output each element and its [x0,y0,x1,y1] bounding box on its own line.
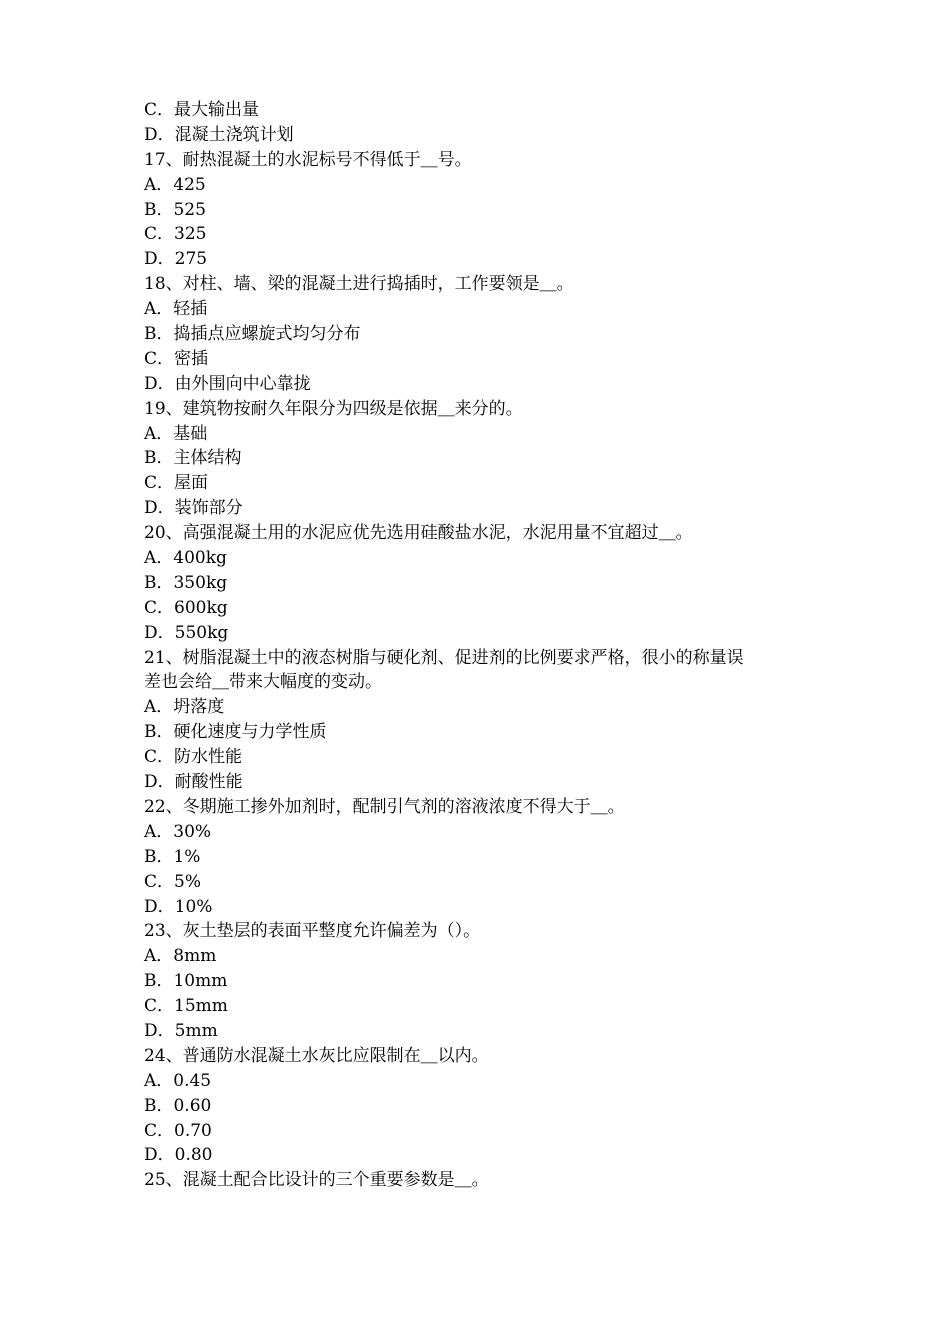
text-line: B．1% [144,846,201,867]
text-line: A．400kg [144,548,227,569]
text-line: 17、耐热混凝土的水泥标号不得低于＿号。 [144,149,472,170]
text-line: B．10mm [144,971,228,992]
text-line: A．30% [144,821,212,842]
text-line: C．密插 [144,348,209,369]
document-page [144,98,824,1193]
text-line: C．325 [144,224,207,245]
text-line: 差也会给＿带来大幅度的变动。 [144,672,382,693]
text-line: B．硬化速度与力学性质 [144,722,327,743]
text-line: A．0.45 [144,1070,212,1091]
text-line: 22、冬期施工掺外加剂时，配制引气剂的溶液浓度不得大于＿。 [144,796,625,817]
text-line: C．最大输出量 [144,100,260,120]
text-line: 18、对柱、墙、梁的混凝土进行捣插时，工作要领是＿。 [144,274,574,295]
text-line: B．525 [144,199,206,220]
text-line: 23、灰土垫层的表面平整度允许偏差为（）。 [144,921,481,942]
text-line: B．0.60 [144,1095,212,1116]
text-line: A．425 [144,174,206,195]
text-line: D．0.80 [144,1145,213,1166]
text-line: 19、建筑物按耐久年限分为四级是依据＿来分的。 [144,398,523,419]
text-line: A．轻插 [144,299,208,320]
text-line: D．混凝土浇筑计划 [144,124,294,145]
text-line: D．10% [144,896,213,917]
text-line: A．8mm [144,946,217,967]
text-line: B．350kg [144,572,228,593]
text-line: 21、树脂混凝土中的液态树脂与硬化剂、促进剂的比例要求严格，很小的称量误 [144,647,744,668]
text-line: A．坍落度 [144,697,225,718]
text-line: 20、高强混凝土用的水泥应优先选用硅酸盐水泥，水泥用量不宜超过＿。 [144,523,693,544]
text-line: C．15mm [144,996,228,1017]
text-line: B．捣插点应螺旋式均匀分布 [144,324,361,345]
text-line: 25、混凝土配合比设计的三个重要参数是＿。 [144,1170,489,1191]
text-line: C．屋面 [144,473,209,494]
text-line: D．耐酸性能 [144,772,243,793]
text-line: D．5mm [144,1020,218,1041]
text-line: D．由外围向中心靠拢 [144,373,311,394]
text-line: C．0.70 [144,1120,212,1141]
text-line: A．基础 [144,423,208,444]
text-line: D．装饰部分 [144,498,243,519]
text-line: C．600kg [144,597,228,618]
text-line: B．主体结构 [144,448,242,469]
text-line: D．550kg [144,622,229,643]
text-line: C．5% [144,871,201,892]
text-line: D．275 [144,249,208,270]
text-line: C．防水性能 [144,747,243,768]
text-line: 24、普通防水混凝土水灰比应限制在＿以内。 [144,1045,489,1066]
